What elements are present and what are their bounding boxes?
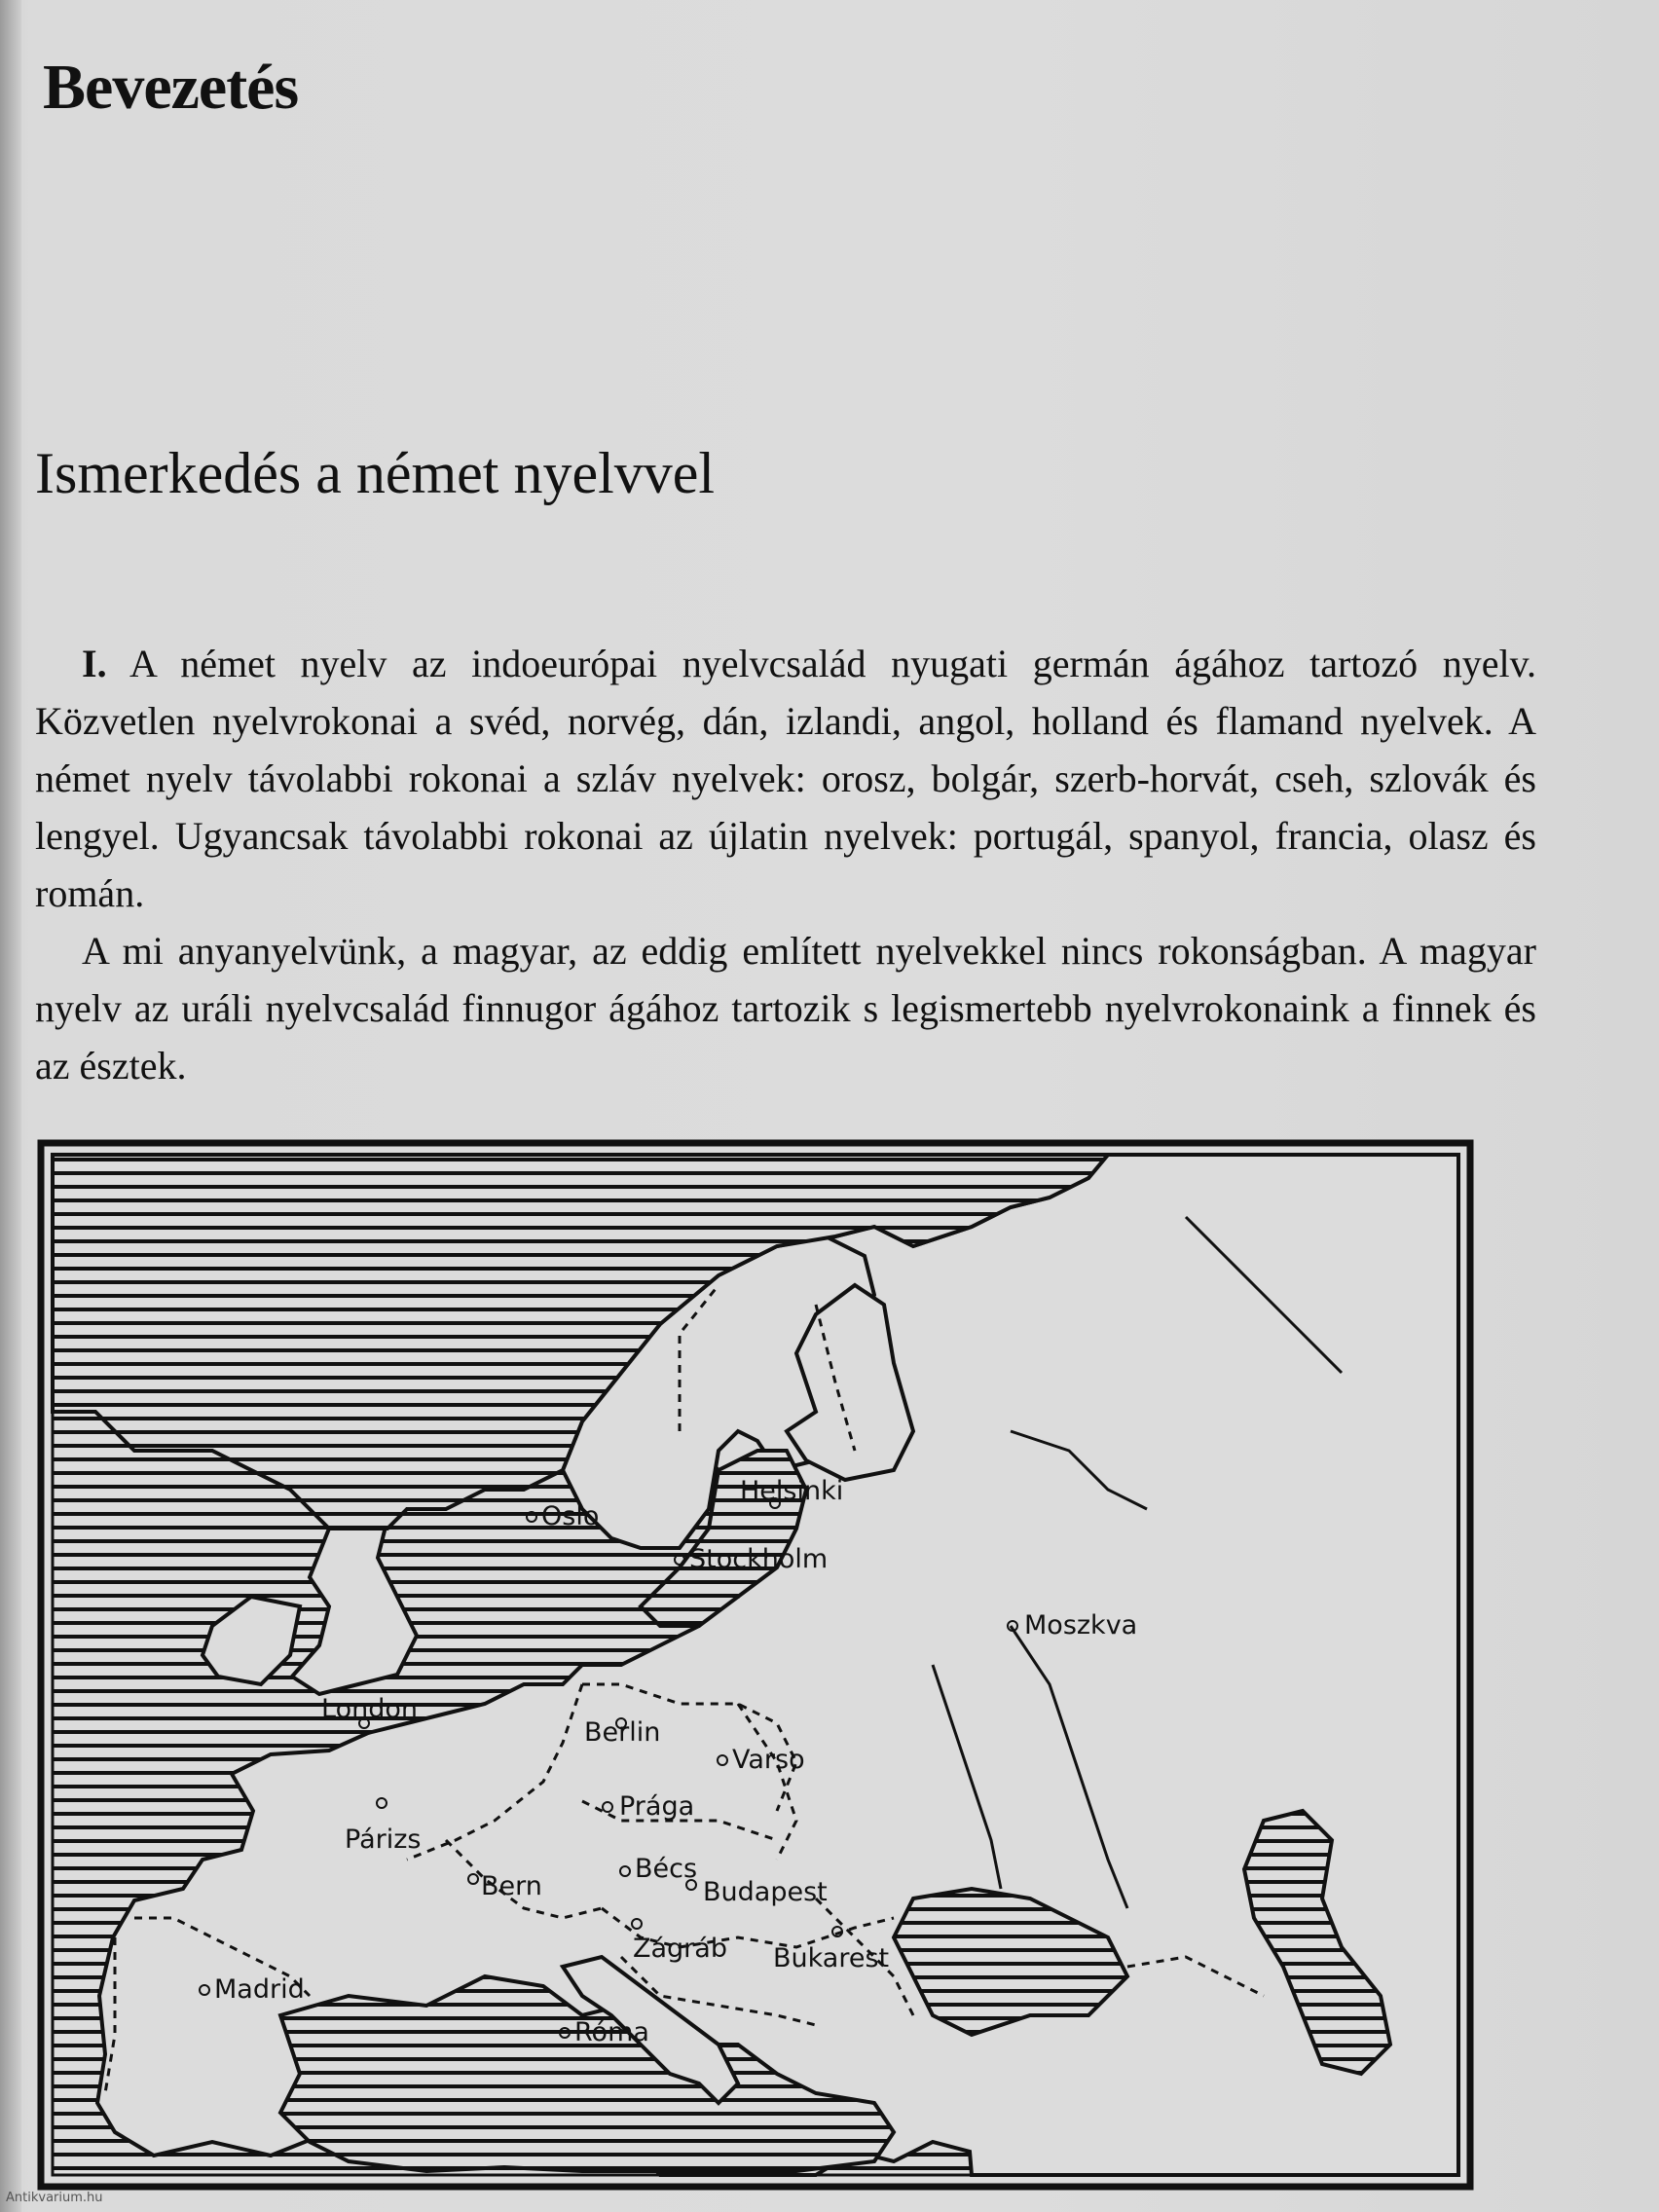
city-label-moszkva: Moszkva: [1024, 1610, 1138, 1641]
map-svg: [37, 1139, 1474, 2191]
paragraph-1: [35, 635, 1536, 922]
paragraph-text: A mi anyanyelvünk, a magyar, az eddig említett nyelvekkel nincs rokonságban. A magyar nyelv az uráli nyelvcsalád finnugor ágához tartozik s legismertebb nyelvrokonaink a finnek és az észtek.: [35, 929, 1536, 1088]
watermark: Antikvarium.hu: [6, 2191, 103, 2205]
city-label-zagrab: Zágráb: [633, 1934, 727, 1964]
city-label-becs: Bécs: [635, 1854, 698, 1884]
city-label-bukarest: Bukarest: [773, 1943, 890, 1973]
city-label-bern: Bern: [481, 1871, 542, 1901]
paragraph-2: [35, 922, 1536, 1094]
city-label-parizs: Párizs: [345, 1825, 422, 1855]
paragraph-number: I.: [82, 642, 107, 685]
city-label-madrid: Madrid: [214, 1974, 305, 2005]
city-label-helsinki: Helsinki: [740, 1476, 844, 1506]
city-label-stockholm: Stockholm: [689, 1544, 829, 1574]
city-label-praga: Prága: [619, 1791, 695, 1822]
section-title: Ismerkedés a német nyelvvel: [35, 441, 716, 505]
paragraph-text: A német nyelv az indoeurópai nyelvcsalád nyugati germán ágához tartozó nyelv. Közvetlen nyelvrokonai a svéd, norvég, dán, izlandi, angol, holland és flamand nyelvek. A német nyelv távolabbi rokonai a szláv nyelvek: orosz, bolgár, szerb-horvát, cseh, szlovák és lengyel. Ugyancsak távolabbi rokonai az újlatin nyelvek: portugál, spanyol, francia, olasz és román.: [35, 642, 1536, 915]
city-label-varso: Varso: [732, 1745, 805, 1775]
city-label-roma: Róma: [574, 2017, 649, 2047]
city-label-london: London: [321, 1694, 418, 1724]
city-label-berlin: Berlin: [584, 1717, 661, 1748]
city-label-oslo: Oslo: [541, 1501, 600, 1531]
chapter-title: Bevezetés: [43, 52, 299, 123]
city-label-budapest: Budapest: [703, 1877, 828, 1907]
binding-shadow: [0, 0, 21, 2212]
body-text: [35, 635, 1536, 1094]
europe-language-map: [37, 1139, 1474, 2191]
